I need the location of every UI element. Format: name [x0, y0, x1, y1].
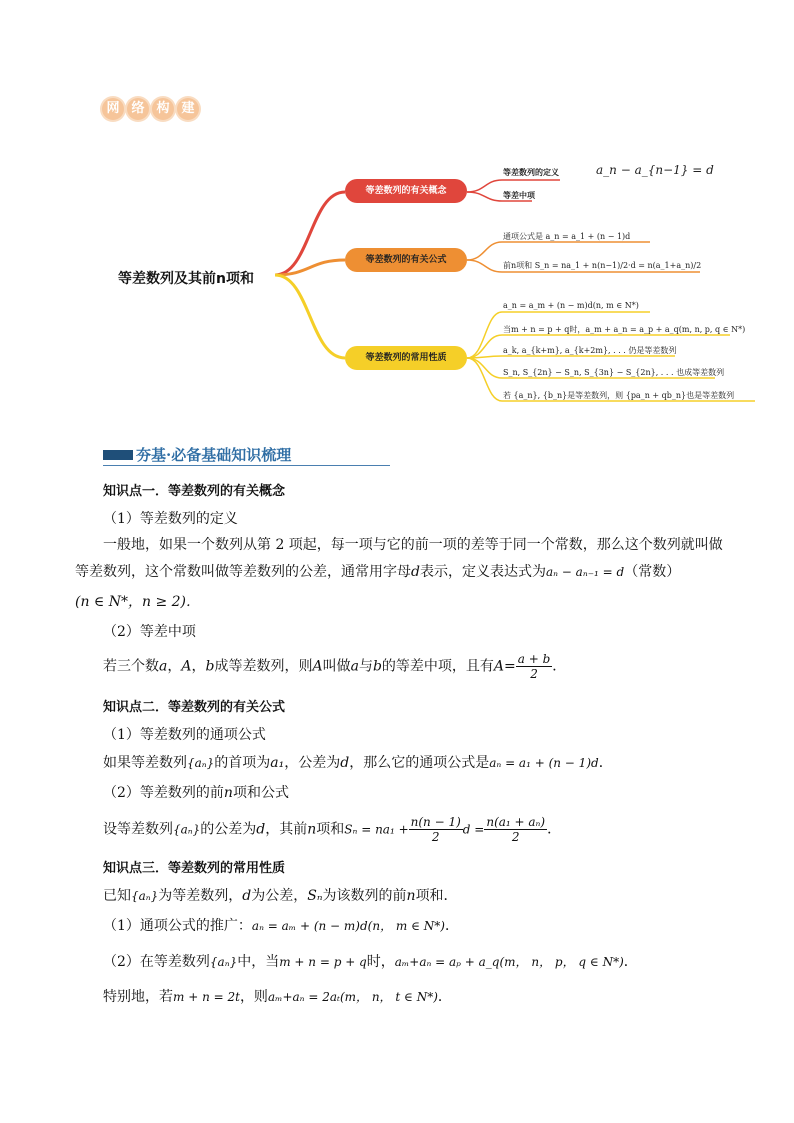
mindmap-leaf: 通项公式是 a_n = a_1 + (n − 1)d	[503, 232, 631, 241]
badge-char: 建	[177, 98, 199, 120]
k2-subtitle-2: （2）等差数列的前n项和公式	[103, 785, 289, 801]
section-badge	[102, 98, 199, 120]
k1-para: (n ∈ N*，n ≥ 2)．	[75, 594, 201, 610]
mindmap-root: 等差数列及其前n项和	[118, 271, 254, 287]
k3-intro: 已知{aₙ}为等差数列，d为公差，Sₙ为该数列的前n项和．	[103, 888, 458, 904]
branch-curve-1	[275, 192, 345, 275]
k3-para-3: 特别地，若m + n = 2t，则aₘ+aₙ = 2aₜ(m， n， t ∈ N*)．	[103, 989, 452, 1005]
mindmap-branch-property: 等差数列的常用性质	[345, 346, 467, 370]
badge-char: 络	[127, 98, 149, 120]
section-title: 夯基·必备基础知识梳理	[136, 446, 292, 464]
branch-curve-3	[275, 275, 345, 358]
section-bar	[103, 450, 133, 460]
mindmap-branch-concept: 等差数列的有关概念	[345, 179, 467, 203]
mindmap-leaf: 等差数列的定义	[503, 168, 559, 177]
k2-title: 知识点二．等差数列的有关公式	[103, 700, 286, 715]
section-underline	[103, 465, 390, 466]
k1-para: 一般地，如果一个数列从第 2 项起，每一项与它的前一项的差等于同一个常数，那么这个数列就叫做	[103, 537, 723, 553]
k1-para: 等差数列，这个常数叫做等差数列的公差，通常用字母d表示，定义表达式为aₙ − aₙ₋₁ = d（常数）	[75, 564, 681, 580]
mindmap-leaf: a_n = a_m + (n − m)d(n, m ∈ N*)	[503, 301, 639, 310]
mindmap-branch-formula: 等差数列的有关公式	[345, 248, 467, 272]
k3-title: 知识点三．等差数列的常用性质	[103, 861, 286, 876]
leaf-curve	[467, 242, 650, 260]
k2-para-sum: 设等差数列{aₙ}的公差为d，其前n项和Sₙ = na₁ + $\frac{n(n - 1)}{2}$ d = $\frac{\text{n(a₁ + aₙ)}}{2}$ ．	[103, 815, 562, 844]
k1-subtitle-1: （1）等差数列的定义	[103, 511, 238, 527]
mindmap-leaf: 等差中项	[503, 191, 535, 200]
leaf-curve	[467, 356, 675, 358]
badge-char: 构	[152, 98, 174, 120]
mindmap-leaf: 当m + n = p + q时，a_m + a_n = a_p + a_q(m, n, p, q ∈ N*)	[503, 325, 746, 334]
k2-subtitle-1: （1）等差数列的通项公式	[103, 727, 266, 743]
k3-para-2: （2）在等差数列{aₙ}中，当m + n = p + q时，aₘ+aₙ = aₚ + a_q(m， n， p， q ∈ N*)．	[103, 954, 638, 970]
mindmap-leaf-formula: a_n − a_{n−1} = d	[596, 163, 714, 177]
k1-para-middle-term: 若三个数a，A，b成等差数列，则A叫做a与b的等差中项，且有A= $\frac{a + b}{2}$ ．	[103, 652, 567, 681]
mindmap-leaf: S_n, S_{2n} − S_n, S_{3n} − S_{2n}, . . . 也成等差数列	[503, 368, 725, 377]
k2-para: 如果等差数列{aₙ}的首项为a₁，公差为d，那么它的通项公式是aₙ = a₁ + (n − 1)d．	[103, 755, 613, 771]
badge-char: 网	[102, 98, 124, 120]
mindmap-leaf: 若 {a_n}, {b_n}是等差数列，则 {pa_n + qb_n}也是等差数列	[503, 391, 735, 400]
k3-para-1: （1）通项公式的推广：aₙ = aₘ + (n − m)d(n， m ∈ N*)．	[103, 918, 459, 934]
k1-subtitle-2: （2）等差中项	[103, 624, 196, 640]
k1-title: 知识点一．等差数列的有关概念	[103, 484, 286, 499]
mindmap-leaf: 前n项和 S_n = na_1 + n(n−1)/2·d = n(a_1+a_n)/2	[503, 261, 702, 270]
mindmap-leaf: a_k, a_{k+m}, a_{k+2m}, . . . 仍是等差数列	[503, 346, 677, 355]
